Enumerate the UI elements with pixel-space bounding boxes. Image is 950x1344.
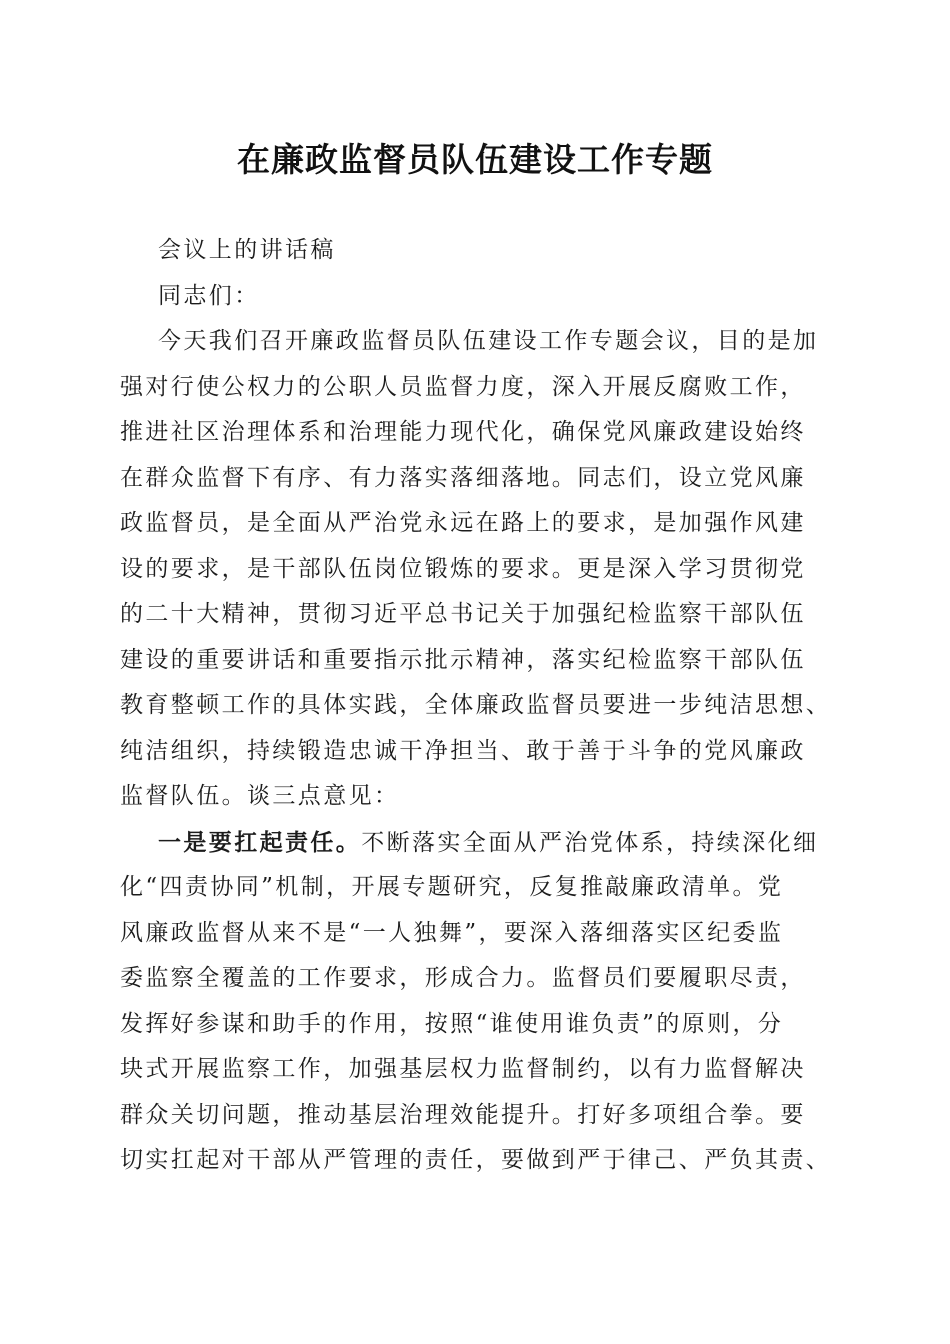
paragraph-line: 教育整顿工作的具体实践，全体廉政监督员要进一步纯洁思想、 xyxy=(120,692,832,718)
subtitle-line: 会议上的讲话稿 xyxy=(158,237,336,263)
paragraph-line: 建设的重要讲话和重要指示批示精神，落实纪检监察干部队伍 xyxy=(120,646,806,673)
paragraph-line: 切实扛起对干部从严管理的责任，要做到严于律己、严负其责、 xyxy=(120,1147,832,1173)
paragraph-line: 监督队伍。谈三点意见： xyxy=(120,783,400,809)
salutation-line: 同志们： xyxy=(158,282,260,309)
paragraph-line: 推进社区治理体系和治理能力现代化，确保党风廉政建设始终 xyxy=(120,419,806,445)
document-title: 在廉政监督员队伍建设工作专题 xyxy=(237,140,713,179)
paragraph-line: 政监督员，是全面从严治党永远在路上的要求，是加强作风建 xyxy=(120,510,806,536)
paragraph-line: 风廉政监督从来不是“一人独舞”，要深入落细落实区纪委监 xyxy=(120,919,784,946)
paragraph-line: 群众关切问题，推动基层治理效能提升。打好多项组合拳。要 xyxy=(120,1101,806,1128)
paragraph-line: 化“四责协同”机制，开展专题研究，反复推敲廉政清单。党 xyxy=(120,874,784,900)
document-body xyxy=(120,228,840,1184)
point-one-text: 不断落实全面从严治党体系，持续深化细 xyxy=(361,829,819,856)
point-one-heading: 一是要扛起责任。 xyxy=(158,828,362,856)
paragraph-line: 强对行使公权力的公职人员监督力度，深入开展反腐败工作， xyxy=(120,373,806,400)
paragraph-line: 今天我们召开廉政监督员队伍建设工作专题会议，目的是加 xyxy=(158,328,819,354)
paragraph-line: 的二十大精神，贯彻习近平总书记关于加强纪检监察干部队伍 xyxy=(120,601,806,627)
paragraph-line: 委监察全覆盖的工作要求，形成合力。监督员们要履职尽责， xyxy=(120,965,806,991)
paragraph-line: 纯洁组织，持续锻造忠诚干净担当、敢于善于斗争的党风廉政 xyxy=(120,737,806,764)
paragraph-line: 在群众监督下有序、有力落实落细落地。同志们，设立党风廉 xyxy=(120,464,806,491)
paragraph-line: 块式开展监察工作，加强基层权力监督制约，以有力监督解决 xyxy=(120,1056,806,1082)
point-one-line xyxy=(120,820,840,866)
paragraph-line: 发挥好参谋和助手的作用，按照“谁使用谁负责”的原则，分 xyxy=(120,1010,784,1037)
paragraph-line: 设的要求，是干部队伍岗位锻炼的要求。更是深入学习贯彻党 xyxy=(120,555,806,582)
